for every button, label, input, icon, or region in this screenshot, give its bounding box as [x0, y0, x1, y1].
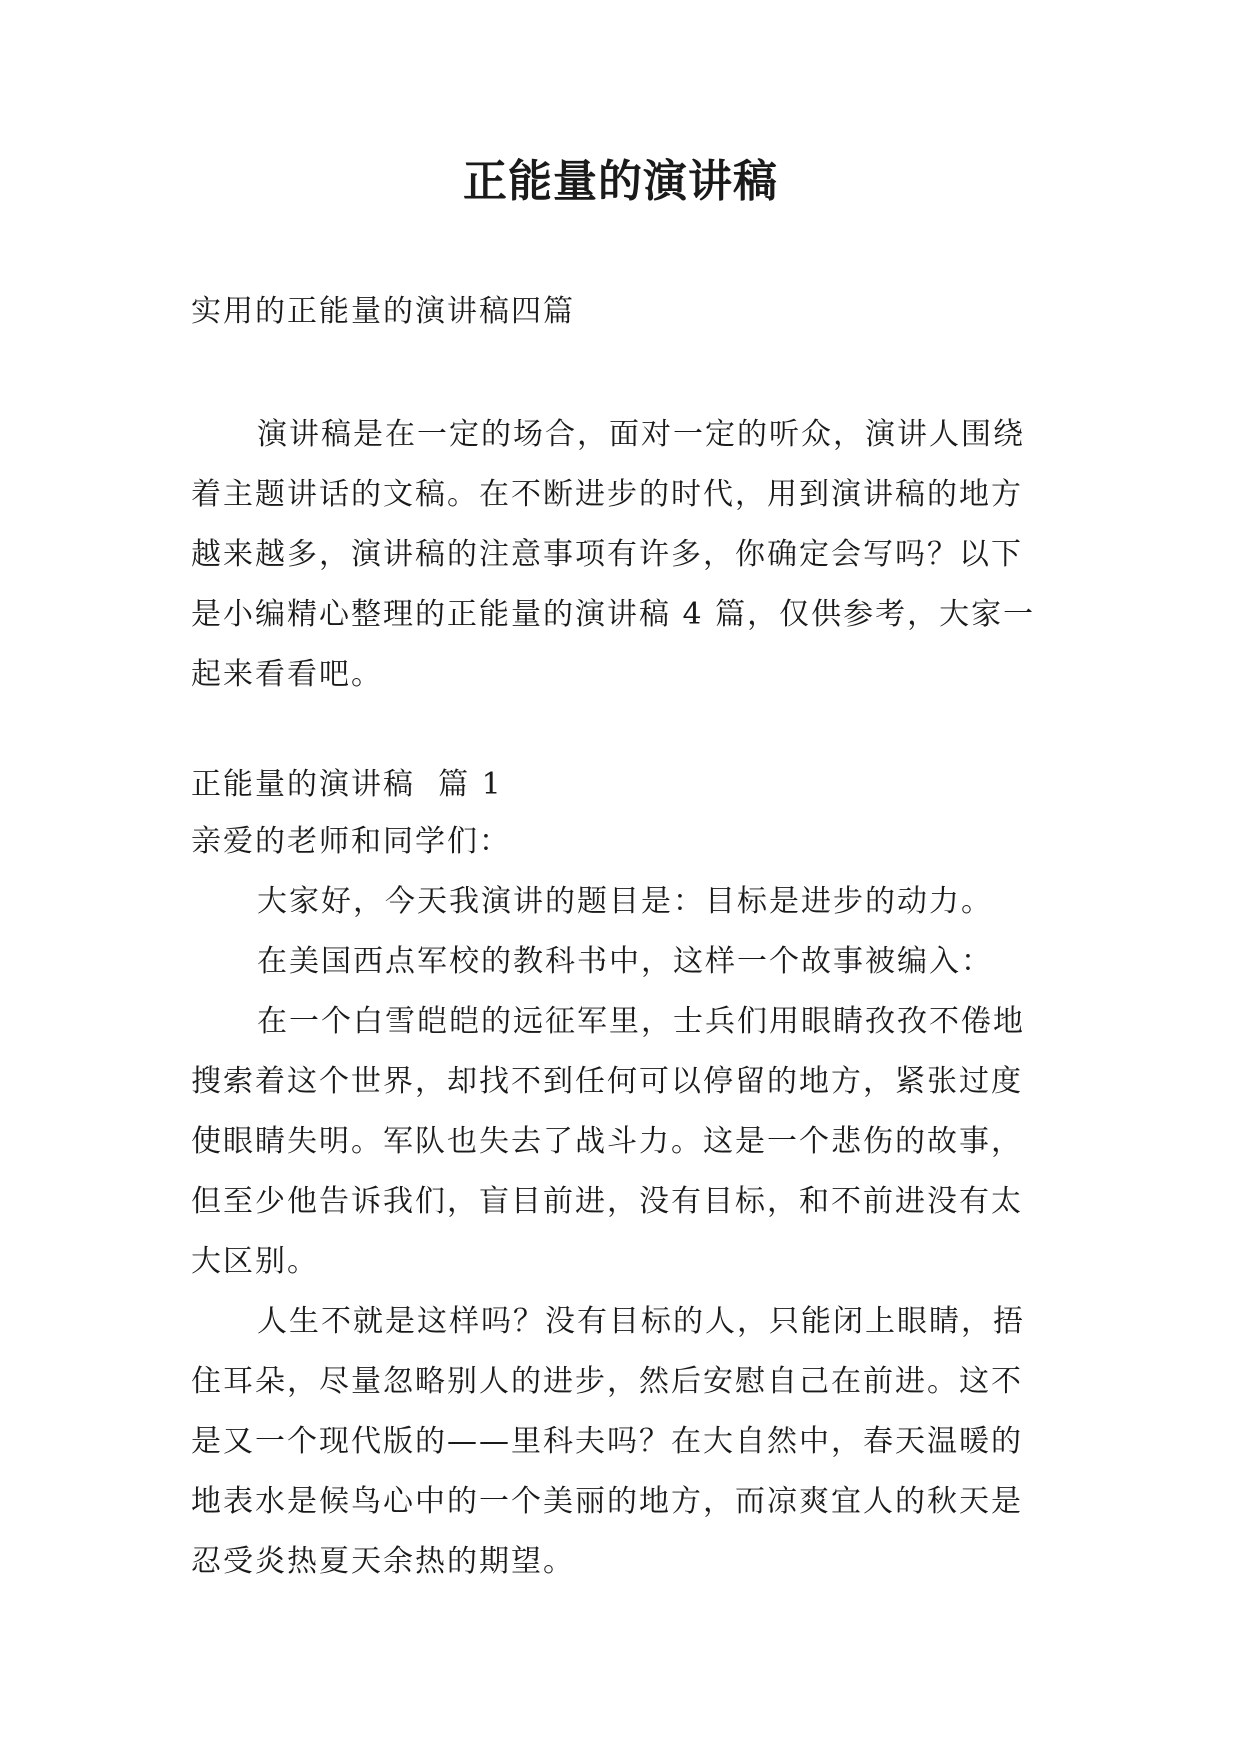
chapter-body	[191, 812, 1051, 1592]
life-line: 人生不就是这样吗？没有目标的人，只能闭上眼睛，捂	[257, 1304, 1025, 1339]
intro-line: 着主题讲话的文稿。在不断进步的时代，用到演讲稿的地方	[191, 477, 1023, 512]
story-line: 大区别。	[191, 1244, 319, 1279]
document-subtitle: 实用的正能量的演讲稿四篇	[191, 294, 575, 329]
life-line: 住耳朵，尽量忽略别人的进步，然后安慰自己在前进。这不	[191, 1364, 1023, 1399]
salutation: 亲爱的老师和同学们：	[191, 824, 511, 859]
intro-line: 是小编精心整理的正能量的演讲稿 4 篇，仅供参考，大家一	[191, 597, 1036, 632]
document-title: 正能量的演讲稿	[463, 156, 778, 207]
intro-line: 演讲稿是在一定的场合，面对一定的听众，演讲人围绕	[257, 417, 1025, 452]
story-line: 使眼睛失明。军队也失去了战斗力。这是一个悲伤的故事，	[191, 1124, 1023, 1159]
story-intro-paragraph: 在美国西点军校的教科书中，这样一个故事被编入：	[257, 944, 993, 979]
chapter-heading: 正能量的演讲稿 篇 1	[191, 767, 503, 802]
story-line: 在一个白雪皑皑的远征军里，士兵们用眼睛孜孜不倦地	[257, 1004, 1025, 1039]
life-line: 地表水是候鸟心中的一个美丽的地方，而凉爽宜人的秋天是	[191, 1484, 1023, 1519]
intro-line: 越来越多，演讲稿的注意事项有许多，你确定会写吗？以下	[191, 537, 1023, 572]
story-line: 搜索着这个世界，却找不到任何可以停留的地方，紧张过度	[191, 1064, 1023, 1099]
intro-line: 起来看看吧。	[191, 657, 383, 692]
life-line: 忍受炎热夏天余热的期望。	[191, 1544, 575, 1579]
story-line: 但至少他告诉我们，盲目前进，没有目标，和不前进没有太	[191, 1184, 1023, 1219]
intro-paragraph	[191, 405, 1051, 705]
greeting-paragraph: 大家好，今天我演讲的题目是：目标是进步的动力。	[257, 884, 993, 919]
life-line: 是又一个现代版的——里科夫吗？在大自然中，春天温暖的	[191, 1424, 1023, 1459]
